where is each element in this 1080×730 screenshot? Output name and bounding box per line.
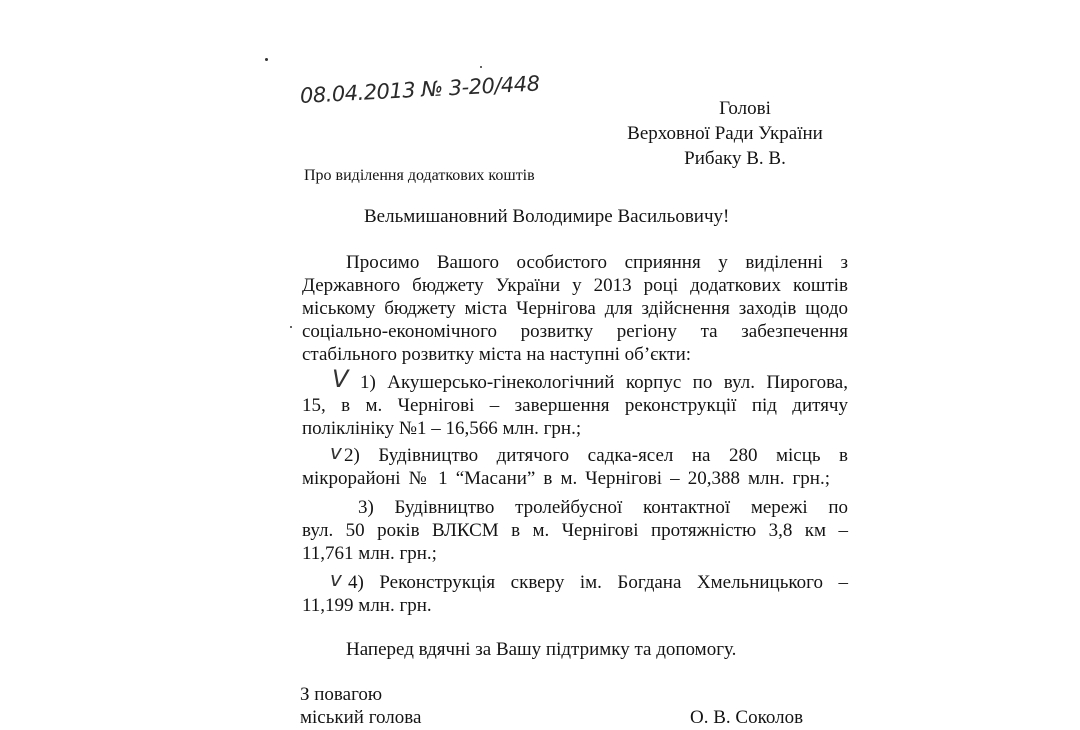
addressee-line-3: Рибаку В. В. — [684, 148, 786, 169]
salutation: Вельмишановний Володимире Васильовичу! — [364, 206, 730, 227]
intro-line-2: Державного бюджету України у 2013 році додаткових коштів — [302, 275, 848, 296]
intro-line-5: стабільного розвитку міста на наступні об’єкти: — [302, 344, 692, 365]
item-4-line-1: 4) Реконструкція скверу ім. Богдана Хмельницького – — [348, 572, 848, 593]
addressee-line-2: Верховної Ради України — [627, 123, 823, 144]
item-4-line-2: 11,199 млн. грн. — [302, 595, 432, 616]
closing-line: Наперед вдячні за Вашу підтримку та допомогу. — [346, 639, 737, 660]
item-1-line-1: 1) Акушерсько-гінекологічний корпус по вул. Пирогова, — [360, 372, 848, 393]
item-3-line-3: 11,761 млн. грн.; — [302, 543, 437, 564]
check-mark: V — [332, 365, 349, 393]
intro-line-4: соціально-економічного розвитку регіону та забезпечення — [302, 321, 848, 342]
scan-speck — [265, 58, 268, 61]
handwritten-reference: 08.04.2013 № 3-20/448 — [299, 71, 541, 108]
item-3-line-1: 3) Будівництво тролейбусної контактної мережі по — [358, 497, 848, 518]
scan-speck — [480, 66, 482, 68]
item-3-line-2: вул. 50 років ВЛКСМ в м. Чернігові протяжністю 3,8 км – — [302, 520, 848, 541]
item-1-line-3: поліклініку №1 – 16,566 млн. грн.; — [302, 418, 582, 439]
intro-line-1: Просимо Вашого особистого сприяння у виділенні з — [346, 252, 848, 273]
signature-name: О. В. Соколов — [690, 707, 804, 728]
letter-subject: Про виділення додаткових коштів — [304, 167, 535, 184]
scan-speck — [290, 326, 292, 328]
item-2-line-1: 2) Будівництво дитячого садка-ясел на 280 місць в — [344, 445, 848, 466]
check-mark: v — [330, 567, 342, 591]
addressee-line-1: Голові — [719, 98, 771, 119]
addressee-block — [600, 96, 850, 171]
item-1-line-2: 15, в м. Чернігові – завершення реконструкції під дитячу — [302, 395, 848, 416]
item-2-line-2: мікрорайоні № 1 “Масани” в м. Чернігові – 20,388 млн. грн.; — [302, 468, 830, 489]
check-mark: v — [330, 440, 342, 464]
signature-regards: З повагою — [300, 684, 383, 705]
signature-position: міський голова — [300, 707, 422, 728]
intro-line-3: міському бюджету міста Чернігова для здійснення заходів щодо — [302, 298, 848, 319]
